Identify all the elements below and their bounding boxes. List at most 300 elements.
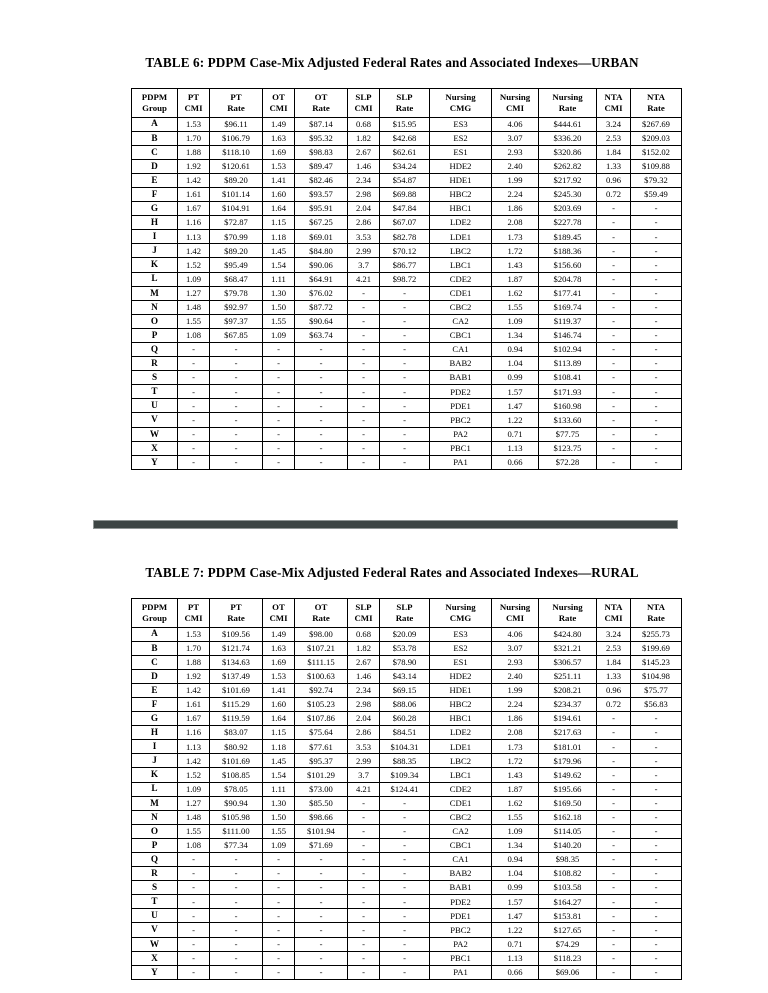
table-cell: - <box>631 258 682 272</box>
table-cell: $104.98 <box>631 669 682 683</box>
table-row <box>132 328 682 342</box>
table-title-urban: TABLE 6: PDPM Case-Mix Adjusted Federal Rates and Associated Indexes—URBAN <box>145 55 639 70</box>
table-cell: BAB2 <box>430 867 492 881</box>
table-cell: - <box>263 951 295 965</box>
table-cell: CBC2 <box>430 300 492 314</box>
table-cell: $104.91 <box>210 202 263 216</box>
table-cell: CA2 <box>430 314 492 328</box>
table-cell: LDE1 <box>430 230 492 244</box>
table-cell: $60.28 <box>380 712 430 726</box>
cell-pdpm-group: R <box>132 867 178 881</box>
table-cell: 1.18 <box>263 740 295 754</box>
column-header-line1: OT <box>314 602 328 613</box>
table-cell: 1.53 <box>263 159 295 173</box>
column-header-line2: CMI <box>604 102 623 113</box>
table-cell: $98.66 <box>295 810 348 824</box>
table-row <box>132 853 682 867</box>
table-cell: - <box>348 838 380 852</box>
table-cell: 1.52 <box>178 258 210 272</box>
table-cell: 1.87 <box>492 782 539 796</box>
table-cell: $82.78 <box>380 230 430 244</box>
table-cell: $107.21 <box>295 641 348 655</box>
table-row <box>132 712 682 726</box>
table-cell: 2.67 <box>348 655 380 669</box>
table-cell: 4.21 <box>348 272 380 286</box>
table-cell: LBC2 <box>430 754 492 768</box>
table-cell: - <box>348 824 380 838</box>
table-cell: - <box>178 357 210 371</box>
cell-pdpm-group: D <box>132 159 178 173</box>
table-cell: 1.42 <box>178 754 210 768</box>
table-cell: $177.41 <box>539 286 597 300</box>
table-cell: 0.99 <box>492 371 539 385</box>
column-header-line2: Rate <box>227 102 245 113</box>
table-cell: $195.66 <box>539 782 597 796</box>
table-cell: 1.69 <box>263 145 295 159</box>
table-cell: - <box>631 272 682 286</box>
table-cell: $267.69 <box>631 117 682 131</box>
table-cell: LBC1 <box>430 768 492 782</box>
table-cell: - <box>178 441 210 455</box>
cell-pdpm-group: L <box>132 272 178 286</box>
cell-pdpm-group: J <box>132 244 178 258</box>
table-cell: 1.73 <box>492 740 539 754</box>
table-cell: - <box>263 455 295 469</box>
table-cell: PBC2 <box>430 923 492 937</box>
column-header-line2: CMI <box>269 102 288 113</box>
column-header-line2: Rate <box>647 102 665 113</box>
table-cell: - <box>631 216 682 230</box>
table-cell: 2.40 <box>492 669 539 683</box>
column-header-line2: Rate <box>395 612 414 623</box>
table-cell: 2.34 <box>348 683 380 697</box>
table-cell: - <box>597 881 631 895</box>
table-cell: - <box>263 399 295 413</box>
table-cell: 1.70 <box>178 641 210 655</box>
table-row <box>132 740 682 754</box>
table-cell: $84.80 <box>295 244 348 258</box>
table-cell: - <box>380 965 430 979</box>
table-cell: $101.94 <box>295 824 348 838</box>
table-cell: PBC1 <box>430 951 492 965</box>
table-cell: - <box>380 881 430 895</box>
table-cell: - <box>631 768 682 782</box>
table-cell: - <box>597 909 631 923</box>
table-cell: ES3 <box>430 627 492 641</box>
table-row <box>132 923 682 937</box>
table-cell: - <box>597 867 631 881</box>
table-cell: $118.23 <box>539 951 597 965</box>
table-row <box>132 314 682 328</box>
table-cell: - <box>178 867 210 881</box>
column-header-line1: NTA <box>604 92 623 103</box>
column-header-line1: SLP <box>355 602 372 613</box>
cell-pdpm-group: D <box>132 669 178 683</box>
table-cell: 1.99 <box>492 173 539 187</box>
table-row <box>132 641 682 655</box>
table-cell: - <box>631 343 682 357</box>
table-cell: 4.21 <box>348 782 380 796</box>
table-cell: - <box>631 427 682 441</box>
table-cell: - <box>380 314 430 328</box>
table-cell: - <box>178 853 210 867</box>
table-cell: - <box>380 923 430 937</box>
table-cell: 0.96 <box>597 683 631 697</box>
table-cell: 3.53 <box>348 740 380 754</box>
table-cell: 1.57 <box>492 385 539 399</box>
table-cell: $97.37 <box>210 314 263 328</box>
table-cell: $114.05 <box>539 824 597 838</box>
column-header-line1: Nursing <box>445 602 476 613</box>
cell-pdpm-group: U <box>132 399 178 413</box>
table-cell: $69.88 <box>380 187 430 201</box>
cell-pdpm-group: P <box>132 838 178 852</box>
table-cell: - <box>597 740 631 754</box>
table-cell: 3.7 <box>348 768 380 782</box>
table-cell: - <box>178 965 210 979</box>
table-cell: 1.63 <box>263 131 295 145</box>
table-cell: $56.83 <box>631 697 682 711</box>
table-cell: - <box>631 357 682 371</box>
column-header-2 <box>210 89 263 118</box>
table-cell: $105.23 <box>295 697 348 711</box>
table-cell: - <box>295 951 348 965</box>
table-cell: 2.24 <box>492 697 539 711</box>
table-cell: 1.86 <box>492 202 539 216</box>
column-header-line2: Group <box>142 612 167 623</box>
table-cell: 1.55 <box>263 314 295 328</box>
table-row <box>132 131 682 145</box>
table-cell: - <box>210 867 263 881</box>
table-cell: $169.50 <box>539 796 597 810</box>
column-header-line2: CMI <box>354 612 373 623</box>
table-cell: $123.75 <box>539 441 597 455</box>
table-cell: - <box>631 371 682 385</box>
table-cell: $76.02 <box>295 286 348 300</box>
table-cell: - <box>597 824 631 838</box>
table-cell: - <box>631 399 682 413</box>
table-cell: 1.82 <box>348 131 380 145</box>
rates-table-rural <box>131 598 682 980</box>
table-cell: $101.69 <box>210 754 263 768</box>
column-header-line1: PT <box>187 92 200 103</box>
table-cell: 2.98 <box>348 187 380 201</box>
table-cell: $47.84 <box>380 202 430 216</box>
table-cell: $90.94 <box>210 796 263 810</box>
table-cell: 1.34 <box>492 328 539 342</box>
table-cell: 1.43 <box>492 258 539 272</box>
column-header-line1: SLP <box>355 92 372 103</box>
table-cell: $108.41 <box>539 371 597 385</box>
table-cell: - <box>348 853 380 867</box>
section-divider-bar <box>93 520 678 529</box>
table-cell: CA2 <box>430 824 492 838</box>
table-cell: $134.63 <box>210 655 263 669</box>
table-cell: - <box>597 230 631 244</box>
table-cell: 1.04 <box>492 867 539 881</box>
table-cell: $255.73 <box>631 627 682 641</box>
table-cell: $160.98 <box>539 399 597 413</box>
table-cell: - <box>631 314 682 328</box>
table-cell: 0.94 <box>492 853 539 867</box>
column-header-line2: Group <box>142 102 167 113</box>
table-cell: $75.64 <box>295 726 348 740</box>
table-cell: 1.16 <box>178 726 210 740</box>
cell-pdpm-group: A <box>132 627 178 641</box>
table-cell: 0.71 <box>492 937 539 951</box>
table-cell: - <box>263 881 295 895</box>
table-row <box>132 881 682 895</box>
table-cell: 3.24 <box>597 627 631 641</box>
table-cell: - <box>631 838 682 852</box>
table-cell: - <box>210 371 263 385</box>
column-header-line2: CMI <box>354 102 373 113</box>
table-cell: $107.86 <box>295 712 348 726</box>
table-cell: $59.49 <box>631 187 682 201</box>
table-block-urban <box>0 55 768 470</box>
table-cell: 1.09 <box>263 838 295 852</box>
table-cell: 1.47 <box>492 399 539 413</box>
table-cell: - <box>178 909 210 923</box>
table-cell: - <box>380 951 430 965</box>
table-row <box>132 655 682 669</box>
table-cell: 1.46 <box>348 669 380 683</box>
table-cell: 3.7 <box>348 258 380 272</box>
cell-pdpm-group: Q <box>132 853 178 867</box>
table-cell: 0.66 <box>492 455 539 469</box>
table-cell: - <box>597 455 631 469</box>
table-cell: $171.93 <box>539 385 597 399</box>
table-cell: $120.61 <box>210 159 263 173</box>
cell-pdpm-group: K <box>132 258 178 272</box>
cell-pdpm-group: M <box>132 286 178 300</box>
column-header-10 <box>597 599 631 628</box>
table-cell: - <box>380 441 430 455</box>
table-cell: $72.87 <box>210 216 263 230</box>
column-header-line2: Rate <box>647 612 665 623</box>
cell-pdpm-group: M <box>132 796 178 810</box>
table-cell: - <box>597 923 631 937</box>
table-cell: 1.60 <box>263 697 295 711</box>
table-cell: $20.09 <box>380 627 430 641</box>
table-cell: - <box>263 867 295 881</box>
cell-pdpm-group: O <box>132 314 178 328</box>
table-cell: - <box>597 371 631 385</box>
table-cell: - <box>178 881 210 895</box>
column-header-line1: Nursing <box>552 92 583 103</box>
table-cell: - <box>597 216 631 230</box>
table-cell: $209.03 <box>631 131 682 145</box>
table-cell: - <box>210 923 263 937</box>
table-row <box>132 867 682 881</box>
table-cell: 1.63 <box>263 641 295 655</box>
table-header-row <box>132 89 682 118</box>
table-cell: - <box>597 286 631 300</box>
cell-pdpm-group: N <box>132 300 178 314</box>
table-cell: 1.46 <box>348 159 380 173</box>
table-cell: - <box>348 895 380 909</box>
table-cell: $262.82 <box>539 159 597 173</box>
table-cell: $67.85 <box>210 328 263 342</box>
table-cell: 1.04 <box>492 357 539 371</box>
table-cell: 1.49 <box>263 117 295 131</box>
table-cell: $67.25 <box>295 216 348 230</box>
table-cell: - <box>178 413 210 427</box>
table-cell: - <box>210 357 263 371</box>
table-cell: $336.20 <box>539 131 597 145</box>
table-wrapper-urban <box>131 88 670 470</box>
table-cell: - <box>348 413 380 427</box>
table-cell: - <box>263 853 295 867</box>
table-cell: - <box>631 923 682 937</box>
table-cell: - <box>295 343 348 357</box>
cell-pdpm-group: H <box>132 726 178 740</box>
table-cell: - <box>380 895 430 909</box>
table-cell: - <box>210 441 263 455</box>
table-cell: CBC1 <box>430 838 492 852</box>
column-header-line2: CMI <box>505 612 525 623</box>
table-cell: - <box>210 343 263 357</box>
table-cell: - <box>348 965 380 979</box>
table-cell: $108.85 <box>210 768 263 782</box>
table-cell: - <box>210 881 263 895</box>
table-cell: $96.11 <box>210 117 263 131</box>
table-row <box>132 357 682 371</box>
cell-pdpm-group: O <box>132 824 178 838</box>
table-cell: - <box>295 357 348 371</box>
table-cell: $227.78 <box>539 216 597 230</box>
table-cell: - <box>631 413 682 427</box>
table-cell: 1.42 <box>178 173 210 187</box>
cell-pdpm-group: L <box>132 782 178 796</box>
table-cell: - <box>210 965 263 979</box>
table-cell: 1.84 <box>597 655 631 669</box>
table-cell: - <box>597 965 631 979</box>
table-cell: 1.18 <box>263 230 295 244</box>
column-header-line2: CMI <box>184 102 203 113</box>
cell-pdpm-group: J <box>132 754 178 768</box>
table-cell: - <box>348 399 380 413</box>
table-cell: - <box>295 867 348 881</box>
table-cell: - <box>380 455 430 469</box>
table-row <box>132 838 682 852</box>
table-cell: - <box>380 427 430 441</box>
table-cell: $101.69 <box>210 683 263 697</box>
table-cell: - <box>380 824 430 838</box>
table-cell: $77.75 <box>539 427 597 441</box>
column-header-line1: NTA <box>647 92 665 103</box>
table-cell: $100.63 <box>295 669 348 683</box>
table-cell: 1.48 <box>178 810 210 824</box>
column-header-line1: NTA <box>604 602 623 613</box>
cell-pdpm-group: R <box>132 357 178 371</box>
column-header-8 <box>492 599 539 628</box>
table-cell: - <box>263 385 295 399</box>
table-cell: PDE1 <box>430 909 492 923</box>
cell-pdpm-group: F <box>132 697 178 711</box>
table-cell: $95.37 <box>295 754 348 768</box>
table-cell: $85.50 <box>295 796 348 810</box>
table-cell: - <box>178 951 210 965</box>
table-cell: $80.92 <box>210 740 263 754</box>
table-cell: $119.59 <box>210 712 263 726</box>
table-cell: - <box>178 895 210 909</box>
table-cell: - <box>263 895 295 909</box>
table-row <box>132 810 682 824</box>
table-cell: 1.70 <box>178 131 210 145</box>
cell-pdpm-group: E <box>132 683 178 697</box>
table-cell: CBC1 <box>430 328 492 342</box>
table-cell: - <box>263 923 295 937</box>
column-header-10 <box>597 89 631 118</box>
table-cell: $70.99 <box>210 230 263 244</box>
table-cell: 2.08 <box>492 216 539 230</box>
table-cell: - <box>295 895 348 909</box>
table-cell: 2.93 <box>492 145 539 159</box>
table-cell: 1.09 <box>178 272 210 286</box>
table-cell: 2.86 <box>348 726 380 740</box>
table-cell: LDE1 <box>430 740 492 754</box>
table-cell: $34.24 <box>380 159 430 173</box>
table-cell: $105.98 <box>210 810 263 824</box>
table-cell: $89.20 <box>210 173 263 187</box>
table-cell: $321.21 <box>539 641 597 655</box>
table-cell: - <box>210 399 263 413</box>
cell-pdpm-group: Q <box>132 343 178 357</box>
column-header-line1: Nursing <box>552 602 583 613</box>
table-cell: - <box>380 867 430 881</box>
cell-pdpm-group: I <box>132 740 178 754</box>
cell-pdpm-group: G <box>132 712 178 726</box>
table-cell: $67.07 <box>380 216 430 230</box>
table-cell: - <box>263 965 295 979</box>
table-cell: - <box>631 895 682 909</box>
cell-pdpm-group: Y <box>132 455 178 469</box>
cell-pdpm-group: T <box>132 895 178 909</box>
table-cell: - <box>210 909 263 923</box>
table-cell: 1.13 <box>178 230 210 244</box>
table-cell: $64.91 <box>295 272 348 286</box>
table-cell: 1.57 <box>492 895 539 909</box>
column-header-line1: SLP <box>396 602 413 613</box>
table-cell: 1.72 <box>492 754 539 768</box>
table-cell: 4.06 <box>492 117 539 131</box>
column-header-1 <box>178 599 210 628</box>
table-cell: - <box>597 838 631 852</box>
table-cell: HBC1 <box>430 202 492 216</box>
table-cell: $152.02 <box>631 145 682 159</box>
table-cell: - <box>631 810 682 824</box>
table-cell: - <box>597 300 631 314</box>
table-cell: 4.06 <box>492 627 539 641</box>
table-cell: - <box>631 385 682 399</box>
table-cell: 1.15 <box>263 726 295 740</box>
table-cell: 1.34 <box>492 838 539 852</box>
table-cell: $103.58 <box>539 881 597 895</box>
table-cell: $68.47 <box>210 272 263 286</box>
table-cell: $203.69 <box>539 202 597 216</box>
table-cell: $204.78 <box>539 272 597 286</box>
table-cell: - <box>263 343 295 357</box>
table-cell: $78.05 <box>210 782 263 796</box>
table-cell: 1.99 <box>492 683 539 697</box>
table-cell: - <box>597 202 631 216</box>
column-header-4 <box>295 599 348 628</box>
column-header-0 <box>132 89 178 118</box>
column-header-line1: PT <box>230 92 242 103</box>
table-cell: $164.27 <box>539 895 597 909</box>
table-cell: 2.24 <box>492 187 539 201</box>
